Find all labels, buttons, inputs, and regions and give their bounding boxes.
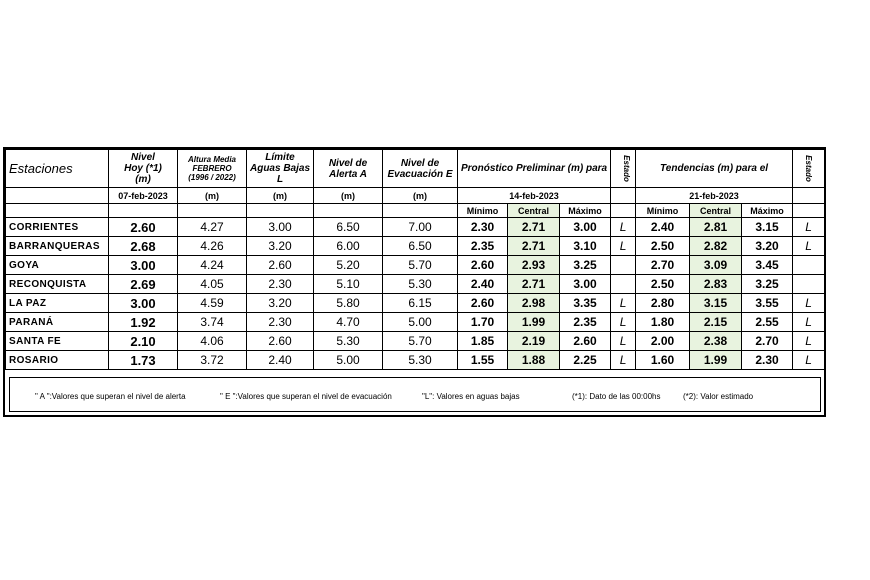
cell-media: 4.59	[178, 294, 247, 313]
cell-alerta: 5.10	[314, 275, 383, 294]
cell-p-min: 1.55	[458, 351, 508, 370]
col-p-central: Central	[508, 204, 560, 218]
cell-evac: 5.30	[383, 351, 458, 370]
header-alerta: Nivel de Alerta A	[314, 150, 383, 188]
cell-evac: 5.30	[383, 275, 458, 294]
cell-t-est: L	[793, 218, 825, 237]
note-evacuacion: " E ":Valores que superan el nivel de evacuación	[220, 392, 392, 401]
blank-cell	[109, 204, 178, 218]
cell-p-est	[611, 275, 636, 294]
cell-media: 3.72	[178, 351, 247, 370]
station-rows	[6, 218, 825, 370]
cell-t-max: 3.20	[742, 237, 793, 256]
footnotes	[9, 377, 821, 412]
cell-t-max: 3.25	[742, 275, 793, 294]
cell-p-max: 3.35	[560, 294, 611, 313]
cell-t-cen: 2.83	[690, 275, 742, 294]
header-limite: Límite Aguas Bajas L	[247, 150, 314, 188]
cell-t-cen: 2.38	[690, 332, 742, 351]
cell-p-cen: 2.71	[508, 275, 560, 294]
cell-alerta: 5.30	[314, 332, 383, 351]
cell-t-cen: 2.81	[690, 218, 742, 237]
cell-p-cen: 1.99	[508, 313, 560, 332]
header-evacuacion: Nivel de Evacuación E	[383, 150, 458, 188]
cell-hoy: 1.73	[109, 351, 178, 370]
cell-p-cen: 1.88	[508, 351, 560, 370]
minmax-header-row	[6, 204, 825, 218]
cell-t-min: 2.70	[636, 256, 690, 275]
col-p-min: Mínimo	[458, 204, 508, 218]
stations-table	[5, 149, 825, 370]
cell-evac: 6.15	[383, 294, 458, 313]
cell-t-cen: 3.09	[690, 256, 742, 275]
cell-p-cen: 2.19	[508, 332, 560, 351]
cell-t-min: 1.60	[636, 351, 690, 370]
cell-t-min: 2.40	[636, 218, 690, 237]
cell-name: LA PAZ	[6, 294, 109, 313]
cell-media: 4.24	[178, 256, 247, 275]
cell-t-max: 2.30	[742, 351, 793, 370]
cell-evac: 6.50	[383, 237, 458, 256]
cell-limite: 3.20	[247, 237, 314, 256]
col-t-max: Máximo	[742, 204, 793, 218]
cell-p-cen: 2.93	[508, 256, 560, 275]
cell-t-est: L	[793, 332, 825, 351]
blank-cell	[611, 188, 636, 204]
table-row	[6, 313, 825, 332]
blank-cell	[793, 188, 825, 204]
cell-hoy: 2.60	[109, 218, 178, 237]
cell-p-max: 3.25	[560, 256, 611, 275]
cell-t-min: 2.00	[636, 332, 690, 351]
cell-t-est	[793, 256, 825, 275]
cell-name: GOYA	[6, 256, 109, 275]
cell-t-cen: 1.99	[690, 351, 742, 370]
cell-media: 4.27	[178, 218, 247, 237]
cell-t-min: 2.80	[636, 294, 690, 313]
cell-p-min: 1.70	[458, 313, 508, 332]
unit-limite: (m)	[247, 188, 314, 204]
cell-p-est	[611, 256, 636, 275]
cell-p-max: 3.00	[560, 275, 611, 294]
col-p-max: Máximo	[560, 204, 611, 218]
cell-evac: 7.00	[383, 218, 458, 237]
col-t-central: Central	[690, 204, 742, 218]
unit-alerta: (m)	[314, 188, 383, 204]
cell-hoy: 3.00	[109, 256, 178, 275]
cell-p-max: 3.00	[560, 218, 611, 237]
cell-t-est: L	[793, 294, 825, 313]
table-row	[6, 237, 825, 256]
cell-name: PARANÁ	[6, 313, 109, 332]
fecha-tendencias: 21-feb-2023	[636, 188, 793, 204]
cell-p-est: L	[611, 237, 636, 256]
cell-limite: 2.40	[247, 351, 314, 370]
cell-name: SANTA FE	[6, 332, 109, 351]
cell-hoy: 2.10	[109, 332, 178, 351]
cell-media: 4.26	[178, 237, 247, 256]
cell-alerta: 5.80	[314, 294, 383, 313]
note-dato: (*1): Dato de las 00:00hs	[572, 392, 661, 401]
cell-p-est: L	[611, 332, 636, 351]
header-pronostico: Pronóstico Preliminar (m) para	[458, 150, 611, 188]
cell-t-max: 3.55	[742, 294, 793, 313]
note-aguas-bajas: "L": Valores en aguas bajas	[422, 392, 520, 401]
cell-t-min: 1.80	[636, 313, 690, 332]
cell-alerta: 5.20	[314, 256, 383, 275]
blank-cell	[6, 188, 109, 204]
cell-p-max: 3.10	[560, 237, 611, 256]
cell-media: 4.06	[178, 332, 247, 351]
cell-p-min: 1.85	[458, 332, 508, 351]
cell-name: ROSARIO	[6, 351, 109, 370]
cell-p-min: 2.60	[458, 294, 508, 313]
cell-hoy: 3.00	[109, 294, 178, 313]
cell-p-est: L	[611, 294, 636, 313]
cell-media: 3.74	[178, 313, 247, 332]
fecha-pronostico: 14-feb-2023	[458, 188, 611, 204]
cell-alerta: 6.50	[314, 218, 383, 237]
header-estaciones: Estaciones	[6, 150, 109, 188]
cell-t-max: 3.45	[742, 256, 793, 275]
cell-p-min: 2.35	[458, 237, 508, 256]
cell-p-max: 2.25	[560, 351, 611, 370]
table-row	[6, 256, 825, 275]
blank-cell	[383, 204, 458, 218]
table-row	[6, 332, 825, 351]
cell-p-est: L	[611, 351, 636, 370]
cell-limite: 3.20	[247, 294, 314, 313]
cell-limite: 3.00	[247, 218, 314, 237]
header-nivel-hoy: Nivel Hoy (*1) (m)	[109, 150, 178, 188]
blank-cell	[314, 204, 383, 218]
date-row	[6, 188, 825, 204]
fecha-hoy: 07-feb-2023	[109, 188, 178, 204]
header-estado-tendencias: Estado	[793, 150, 825, 188]
cell-hoy: 1.92	[109, 313, 178, 332]
blank-cell	[793, 204, 825, 218]
cell-p-cen: 2.98	[508, 294, 560, 313]
cell-t-est: L	[793, 351, 825, 370]
header-row	[6, 150, 825, 188]
blank-cell	[611, 204, 636, 218]
cell-p-est: L	[611, 313, 636, 332]
note-alerta: " A ":Valores que superan el nivel de alerta	[35, 392, 186, 401]
cell-alerta: 6.00	[314, 237, 383, 256]
note-estimado: (*2): Valor estimado	[683, 392, 754, 401]
cell-evac: 5.00	[383, 313, 458, 332]
cell-p-max: 2.35	[560, 313, 611, 332]
cell-alerta: 4.70	[314, 313, 383, 332]
cell-limite: 2.60	[247, 256, 314, 275]
cell-limite: 2.30	[247, 313, 314, 332]
cell-t-max: 2.70	[742, 332, 793, 351]
cell-name: BARRANQUERAS	[6, 237, 109, 256]
cell-p-min: 2.40	[458, 275, 508, 294]
cell-t-cen: 3.15	[690, 294, 742, 313]
cell-p-min: 2.60	[458, 256, 508, 275]
cell-media: 4.05	[178, 275, 247, 294]
cell-t-max: 2.55	[742, 313, 793, 332]
cell-evac: 5.70	[383, 256, 458, 275]
cell-p-est: L	[611, 218, 636, 237]
cell-t-min: 2.50	[636, 275, 690, 294]
cell-t-max: 3.15	[742, 218, 793, 237]
cell-p-cen: 2.71	[508, 237, 560, 256]
cell-t-est	[793, 275, 825, 294]
header-tendencias: Tendencias (m) para el	[636, 150, 793, 188]
unit-evac: (m)	[383, 188, 458, 204]
cell-alerta: 5.00	[314, 351, 383, 370]
cell-evac: 5.70	[383, 332, 458, 351]
hydrometric-report-table	[3, 147, 826, 417]
table-row	[6, 275, 825, 294]
table-row	[6, 218, 825, 237]
cell-limite: 2.60	[247, 332, 314, 351]
cell-hoy: 2.68	[109, 237, 178, 256]
unit-media: (m)	[178, 188, 247, 204]
cell-limite: 2.30	[247, 275, 314, 294]
cell-name: CORRIENTES	[6, 218, 109, 237]
cell-p-max: 2.60	[560, 332, 611, 351]
table-row	[6, 294, 825, 313]
cell-t-cen: 2.82	[690, 237, 742, 256]
blank-cell	[6, 204, 109, 218]
header-estado-pronostico: Estado	[611, 150, 636, 188]
cell-t-est: L	[793, 237, 825, 256]
table-row	[6, 351, 825, 370]
col-t-min: Mínimo	[636, 204, 690, 218]
cell-p-cen: 2.71	[508, 218, 560, 237]
blank-cell	[178, 204, 247, 218]
cell-t-cen: 2.15	[690, 313, 742, 332]
cell-p-min: 2.30	[458, 218, 508, 237]
cell-name: RECONQUISTA	[6, 275, 109, 294]
cell-t-est: L	[793, 313, 825, 332]
blank-cell	[247, 204, 314, 218]
cell-hoy: 2.69	[109, 275, 178, 294]
cell-t-min: 2.50	[636, 237, 690, 256]
header-altura-media: Altura Media FEBRERO (1996 / 2022)	[178, 150, 247, 188]
